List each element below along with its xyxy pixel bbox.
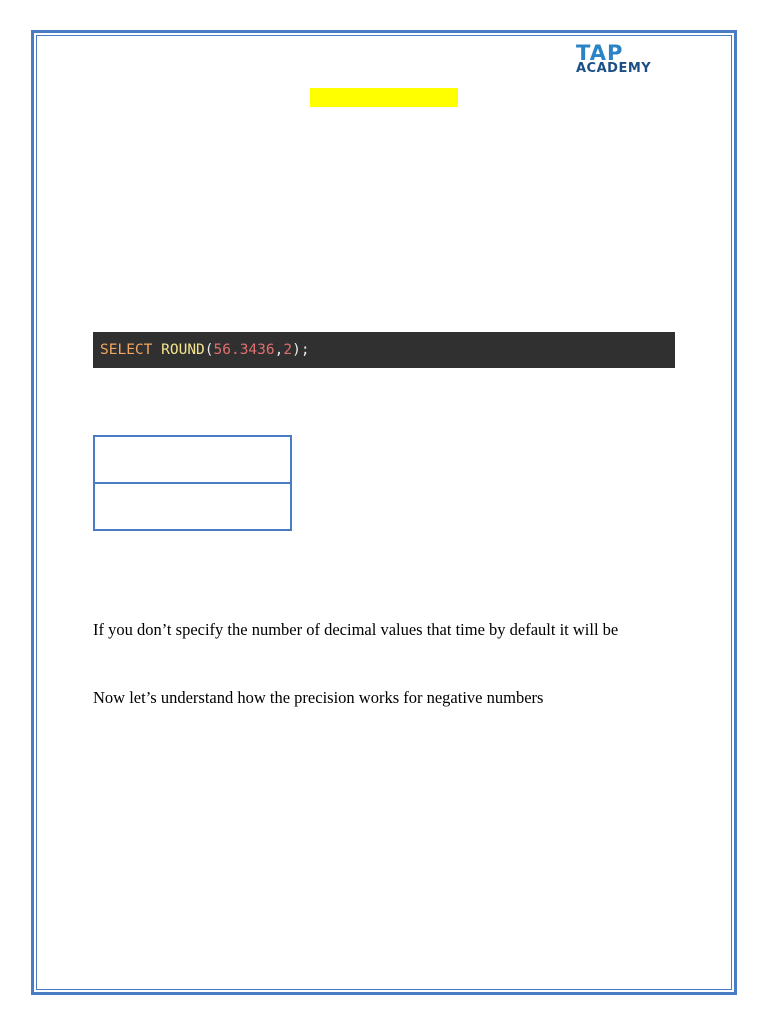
result-table-cell-value <box>94 483 291 530</box>
code-arg-number: 56.3436 <box>213 342 275 358</box>
logo-line-tap: TAP <box>576 41 624 65</box>
code-open-paren: ( <box>204 342 214 358</box>
paragraph-negative-numbers: Now let’s understand how the precision works for negative numbers <box>93 688 544 707</box>
code-close: ); <box>292 342 310 358</box>
code-comma: , <box>274 342 284 358</box>
code-function-round: ROUND <box>161 342 205 358</box>
result-table <box>93 435 292 531</box>
highlighted-heading-placeholder <box>310 88 458 107</box>
result-table-row-value <box>94 483 291 530</box>
result-table-cell-header <box>94 436 291 483</box>
sql-code-block <box>93 332 675 368</box>
paragraph-default-precision: If you don’t specify the number of decimal values that time by default it will be <box>93 620 619 639</box>
logo-line-academy: ACADEMY <box>576 61 652 76</box>
tap-academy-logo <box>576 42 666 82</box>
result-table-row-header <box>94 436 291 483</box>
code-arg-precision: 2 <box>283 342 293 358</box>
code-keyword-select: SELECT <box>100 342 153 358</box>
